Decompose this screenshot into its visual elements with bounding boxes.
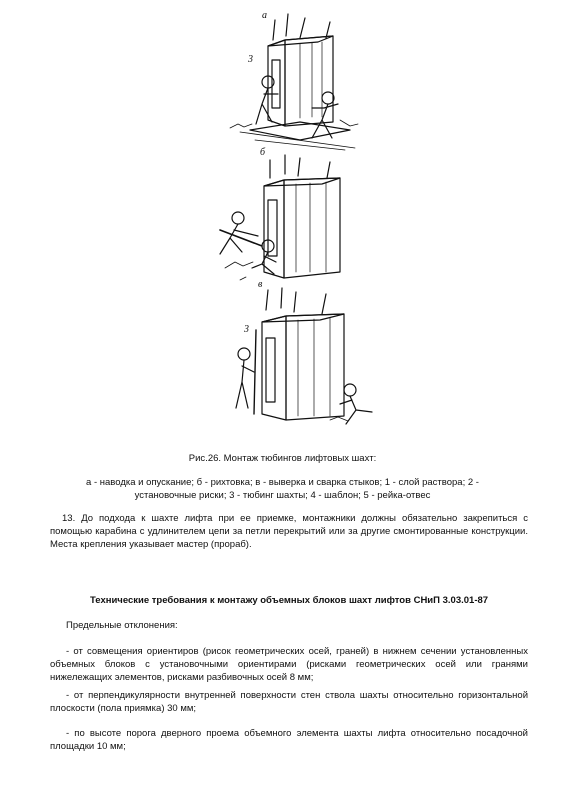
panel-a-label: а bbox=[262, 10, 267, 21]
panel-b-drawing bbox=[220, 155, 340, 280]
section-heading: Технические требования к монтажу объемных блоков шахт лифтов СНиП 3.03.01-87 bbox=[89, 595, 489, 606]
requirement-item: - от перпендикулярности внутренней поверхности стен ствола шахты относительно горизонтальной плоскости (пола приямка) 30 мм; bbox=[50, 690, 528, 714]
figure-caption: Рис.26. Монтаж тюбингов лифтовых шахт: bbox=[188, 453, 377, 464]
panel-v-label: в bbox=[258, 279, 263, 290]
paragraph-13: 13. До подхода к шахте лифта при ее приемке, монтажники должны обязательно закрепиться с помощью карабина с удлинителем цепи за петли перекрытий или за другие смонтированные конструкции. Места крепления указывает мастер (прораб). bbox=[50, 513, 528, 550]
callout-3-v: 3 bbox=[244, 324, 249, 335]
requirement-item: - по высоте порога дверного проема объемного элемента шахты лифта относительно посадочной площадки 10 мм; bbox=[50, 728, 528, 752]
callout-3-a: 3 bbox=[248, 54, 253, 65]
limits-intro: Предельные отклонения: bbox=[66, 620, 178, 631]
requirement-item: - от совмещения ориентиров (рисок геометрических осей, граней) в нижнем сечении установленных объемных блоков с установочными ориентирами (рисками геометрических осей или гранями нижележащих элементов, рисками разбивочных осей 8 мм; bbox=[50, 646, 528, 683]
panel-v-drawing bbox=[236, 288, 372, 424]
panel-b-label: б bbox=[260, 147, 266, 158]
panel-a-drawing bbox=[230, 14, 358, 150]
figure-legend: а - наводка и опускание; б - рихтовка; в - выверка и сварка стыков; 1 - слой раствора; 2 - установочные риски; 3 - тюбинг шахты; 4 - шаблон; 5 - рейка-отвес bbox=[86, 477, 479, 501]
